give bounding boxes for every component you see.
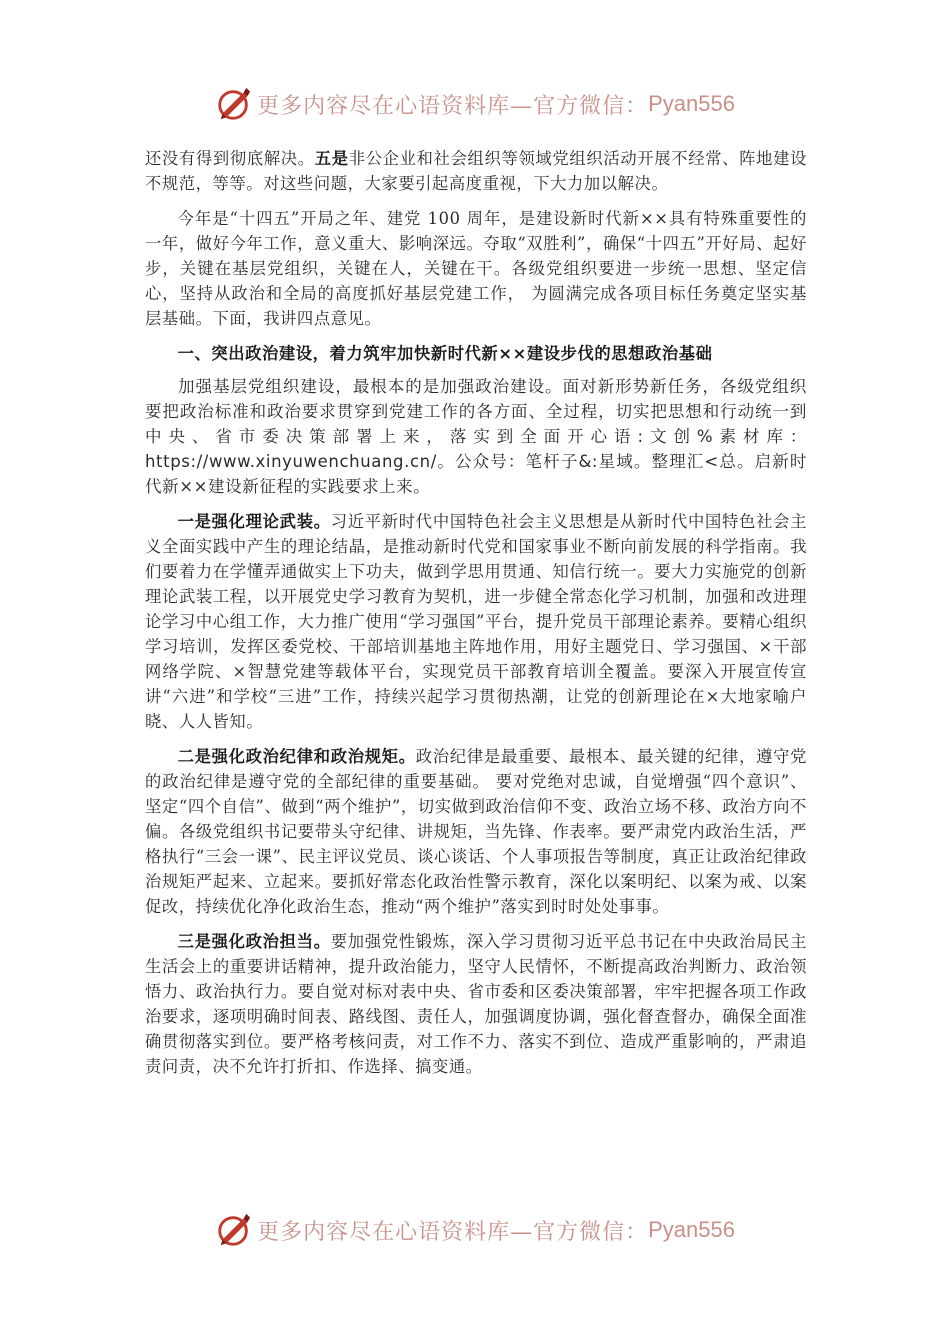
paragraph-4: 一是强化理论武装。习近平新时代中国特色社会主义思想是从新时代中国特色社会主义全面实践中产生的理论结晶，是推动新时代党和国家事业不断向前发展的科学指南。我们要着力在学懂弄通做实上下功夫，做到学思用贯通、知信行统一。要大力实施党的创新理论武装工程，以开展党史学习教育为契机，进一步健全常态化学习机制，加强和改进理论学习中心组工作，大力推广使用“学习强国”平台，提升党员干部理论素养。要精心组织学习培训，发挥区委党校、干部培训基地主阵地作用，用好主题党日、学习强国、×干部网络学院、×智慧党建等载体平台，实现党员干部教育培训全覆盖。要深入开展宣传宣讲“六进”和学校“三进”工作，持续兴起学习贯彻热潮，让党的创新理论在×大地家喻户晓、人人皆知。 — [145, 512, 807, 731]
paragraph-6: 三是强化政治担当。要加强党性锻炼，深入学习贯彻习近平总书记在中央政治局民主生活会上的重要讲话精神，提升政治能力，坚守人民情怀，不断提高政治判断力、政治领悟力、政治执行力。要自觉对标对表中央、省市委和区委决策部署，牢牢把握各项工作政治要求，逐项明确时间表、路线图、责任人，加强调度协调，强化督查督办，确保全面准确贯彻落实到位。要严格考核问责，对工作不力、落实不到位、造成严重影响的，严肃追责问责，决不允许打折扣、作选择、搞变通。 — [145, 932, 807, 1076]
paragraph-5: 二是强化政治纪律和政治规矩。政治纪律是最重要、最根本、最关键的纪律，遵守党的政治纪律是遵守党的全部纪律的重要基础。 要对党绝对忠诚，自觉增强“四个意识”、坚定“四个自信”、做到“两个维护”，切实做到政治信仰不变、政治立场不移、政治方向不偏。各级党组织书记要带头守纪律、讲规矩，当先锋、作表率。要严肃党内政治生活，严格执行“三会一课”、民主评议党员、谈心谈话、个人事项报告等制度，真正让政治纪律政治规矩严起来、立起来。要抓好常态化政治性警示教育，深化以案明纪、以案为戒、以案促改，持续优化净化政治生态，推动“两个维护”落实到时时处处事事。 — [145, 747, 807, 916]
paragraph-1: 还没有得到彻底解决。五是非公企业和社会组织等领域党组织活动开展不经常、阵地建设不规范，等等。对这些问题，大家要引起高度重视，下大力加以解决。 — [145, 149, 807, 193]
banner-text: 更多内容尽在心语资料库—官方微信： — [257, 93, 649, 119]
bold-label: 五是 — [314, 149, 349, 168]
banner-text: 更多内容尽在心语资料库—官方微信： — [257, 1219, 649, 1245]
section-heading-1: 一、突出政治建设，着力筑牢加快新时代新××建设步伐的思想政治基础 — [177, 344, 713, 363]
bold-label: 三是强化政治担当。 — [177, 932, 331, 951]
banner-wechat-id: Pyan556 — [648, 1217, 735, 1242]
pen-circle-logo-icon — [215, 1211, 253, 1249]
paragraph-3: 加强基层党组织建设，最根本的是加强政治建设。面对新形势新任务，各级党组织要把政治标准和政治要求贯穿到党建工作的各方面、全过程，切实把思想和行动统一到中央、省市委决策部署上来，落实到全面开心语:文创%素材库：https://www.xinyuwenchuang.cn/。公众号：笔杆子&:星域。整理汇<总。启新时代新××建设新征程的实践要求上来。 — [145, 377, 807, 496]
document-body — [145, 146, 807, 1079]
pen-circle-logo-icon — [215, 85, 253, 123]
footer-banner — [0, 1208, 950, 1252]
paragraph-2: 今年是“十四五”开局之年、建党 100 周年，是建设新时代新××具有特殊重要性的一年，做好今年工作，意义重大、影响深远。夺取“双胜利”，确保“十四五”开好局、起好步，关键在基层党组织，关键在人，关键在干。各级党组织要进一步统一思想、坚定信心，坚持从政治和全局的高度抓好基层党建工作， 为圆满完成各项目标任务奠定坚实基层基础。下面，我讲四点意见。 — [145, 209, 807, 328]
bold-label: 一是强化理论武装。 — [177, 512, 331, 531]
banner-wechat-id: Pyan556 — [648, 91, 735, 116]
header-banner — [0, 82, 950, 126]
bold-label: 二是强化政治纪律和政治规矩。 — [177, 747, 416, 766]
